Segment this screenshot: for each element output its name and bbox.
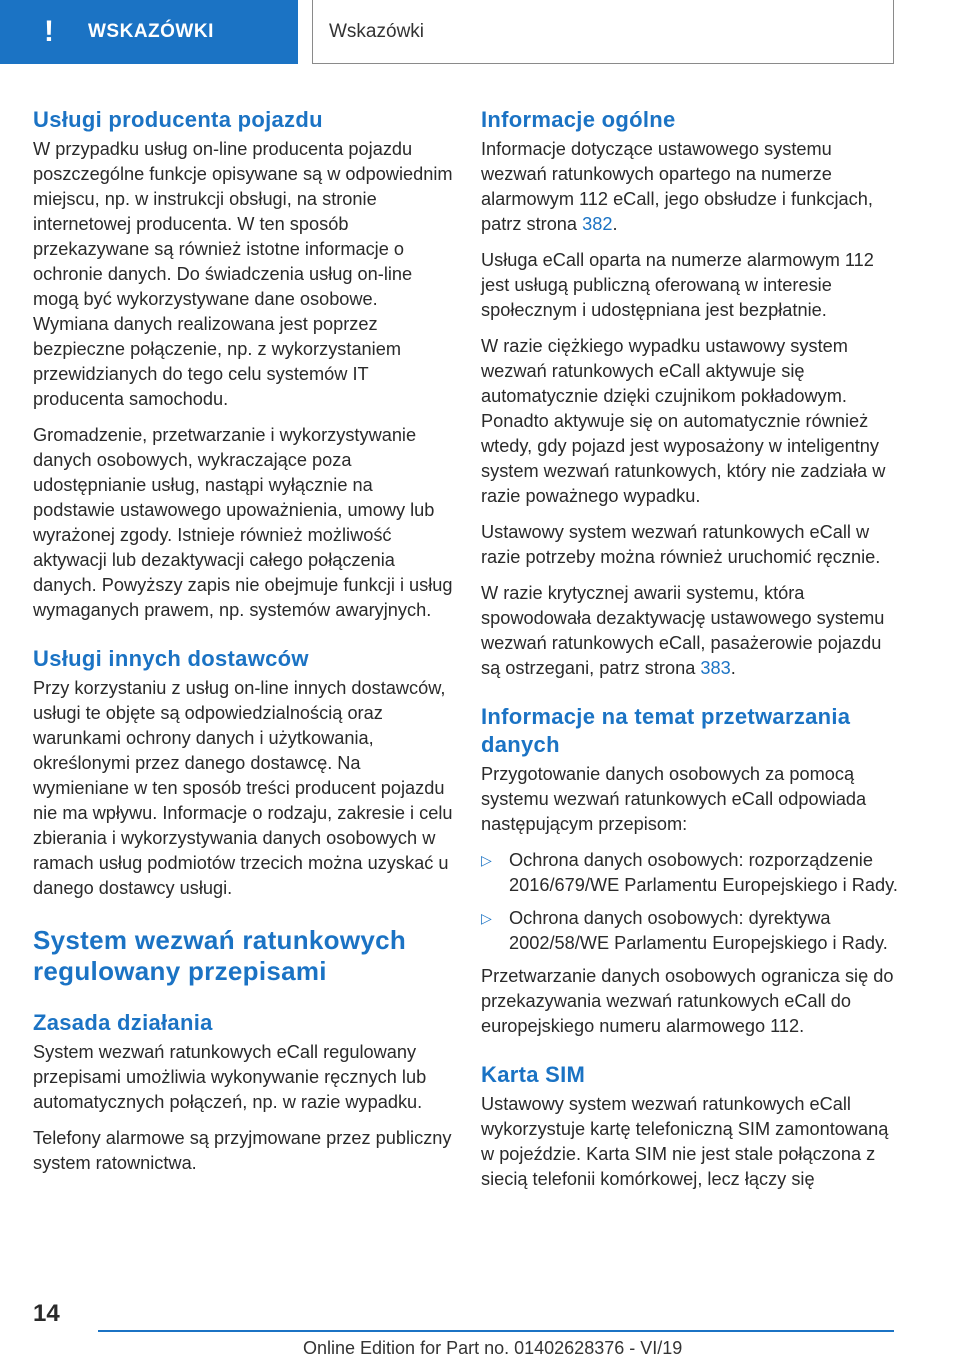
heading-emergency-system: System wezwań ratunkowych regulowany przepisami <box>33 925 407 986</box>
paragraph: Przygotowanie danych osobowych za pomocą systemu wezwań ratunkowych eCall odpowiada następującym przepisom: <box>481 764 867 834</box>
chapter-header <box>312 0 894 64</box>
chapter-title: Wskazówki <box>329 20 425 42</box>
paragraph: Przy korzystaniu z usług on-line innych dostawców, usługi te objęte są odpowiedzialnością oraz warunkami ochrony danych i użytkowania, określonymi przez danego dostawcę. Na wymieniane w ten sposób treści producent pojazdu nie ma wpływu. Informacje o rodzaju, zakresie i celu zbierania i wykorzystywania danych osobowych w ramach usług podmiotów trzecich można uzyskać u danego dostawcy usługi. <box>33 678 453 898</box>
heading-other-providers: Usługi innych dostawców <box>33 646 309 671</box>
heading-sim-card: Karta SIM <box>481 1062 586 1087</box>
triangle-bullet-icon: ▷ <box>481 852 492 868</box>
exclamation-icon: ! <box>44 15 54 48</box>
paragraph: Gromadzenie, przetwarzanie i wykorzystywanie danych osobowych, wykraczające poza udostępnianie usług, nastąpi wyłącznie na podstawie ustawowego upoważnienia, umowy lub wyrażonej zgody. Istnieje również możliwość aktywacji lub dezaktywacji całego połączenia danych. Powyższy zapis nie obejmuje funkcji i usług wymaganych prawem, np. systemów awaryjnych. <box>33 425 453 620</box>
section-tab-label: WSKAZÓWKI <box>88 21 214 42</box>
page-number: 14 <box>33 1300 60 1327</box>
paragraph: W razie krytycznej awarii systemu, która spowodowała dezaktywację ustawowego systemu wezwań ratunkowych eCall, pasażerowie pojazdu są ostrzegani, patrz strona 383. <box>481 583 885 678</box>
paragraph: Usługa eCall oparta na numerze alarmowym 112 jest usługą publiczną oferowaną w interesie społecznym i udostępniana jest bezpłatnie. <box>481 250 874 320</box>
page-link-383[interactable]: 383 <box>700 658 731 678</box>
paragraph: Telefony alarmowe są przyjmowane przez publiczny system ratownictwa. <box>33 1128 452 1173</box>
heading-data-processing: Informacje na temat przetwarzania danych <box>481 704 851 757</box>
edition-footer: Online Edition for Part no. 01402628376 - VI/19 <box>303 1338 683 1358</box>
heading-general-info: Informacje ogólne <box>481 107 676 132</box>
footer-divider <box>98 1330 894 1332</box>
paragraph: W przypadku usług on-line producenta pojazdu poszczególne funkcje opisywane są w odpowiednim miejscu, np. w instrukcji obsługi, na stronie internetowej producenta. W ten sposób przekazywane są również istotne informacje o ochronie danych. Do świadczenia usług on-line mogą być wykorzystywane dane osobowe. Wymiana danych realizowana jest poprzez bezpieczne połączenie, np. z wykorzystaniem przewidzianych do tego celu systemów IT producenta samochodu. <box>33 139 453 409</box>
triangle-bullet-icon: ▷ <box>481 910 492 926</box>
paragraph: Informacje dotyczące ustawowego systemu wezwań ratunkowych opartego na numerze alarmowym 112 eCall, jego obsłudze i funkcjach, patrz strona 382. <box>481 139 873 234</box>
paragraph: System wezwań ratunkowych eCall regulowany przepisami umożliwia wykonywanie ręcznych lub automatycznych połączeń, np. w razie wypadku. <box>33 1042 427 1112</box>
section-tab[interactable] <box>0 0 298 64</box>
right-column <box>481 96 901 1203</box>
heading-producer-services: Usługi producenta pojazdu <box>33 107 323 132</box>
list-item: ▷ Ochrona danych osobowych: rozporządzenie 2016/679/WE Parlamentu Europejskiego i Rady. <box>481 848 901 898</box>
paragraph: Przetwarzanie danych osobowych ogranicza się do przekazywania wezwań ratunkowych eCall do europejskiego numeru alarmowego 112. <box>481 966 894 1036</box>
paragraph: Ustawowy system wezwań ratunkowych eCall w razie potrzeby można również uruchomić ręcznie. <box>481 522 881 567</box>
page-link-382[interactable]: 382 <box>582 214 613 234</box>
left-column <box>33 96 453 1187</box>
paragraph: W razie ciężkiego wypadku ustawowy system wezwań ratunkowych eCall aktywuje się automatycznie dzięki czujnikom pokładowym. Ponadto aktywuje się on automatycznie również wtedy, gdy pojazd jest wyposażony w inteligentny system wezwań ratunkowych, który nie zadziała w razie poważnego wypadku. <box>481 336 886 506</box>
heading-principle: Zasada działania <box>33 1010 213 1035</box>
paragraph: Ustawowy system wezwań ratunkowych eCall wykorzystuje kartę telefoniczną SIM zamontowaną w pojeździe. Karta SIM nie jest stale połączona z siecią telefonii komórkowej, lecz łączy się <box>481 1094 889 1189</box>
list-item: ▷ Ochrona danych osobowych: dyrektywa 2002/58/WE Parlamentu Europejskiego i Rady. <box>481 906 901 956</box>
